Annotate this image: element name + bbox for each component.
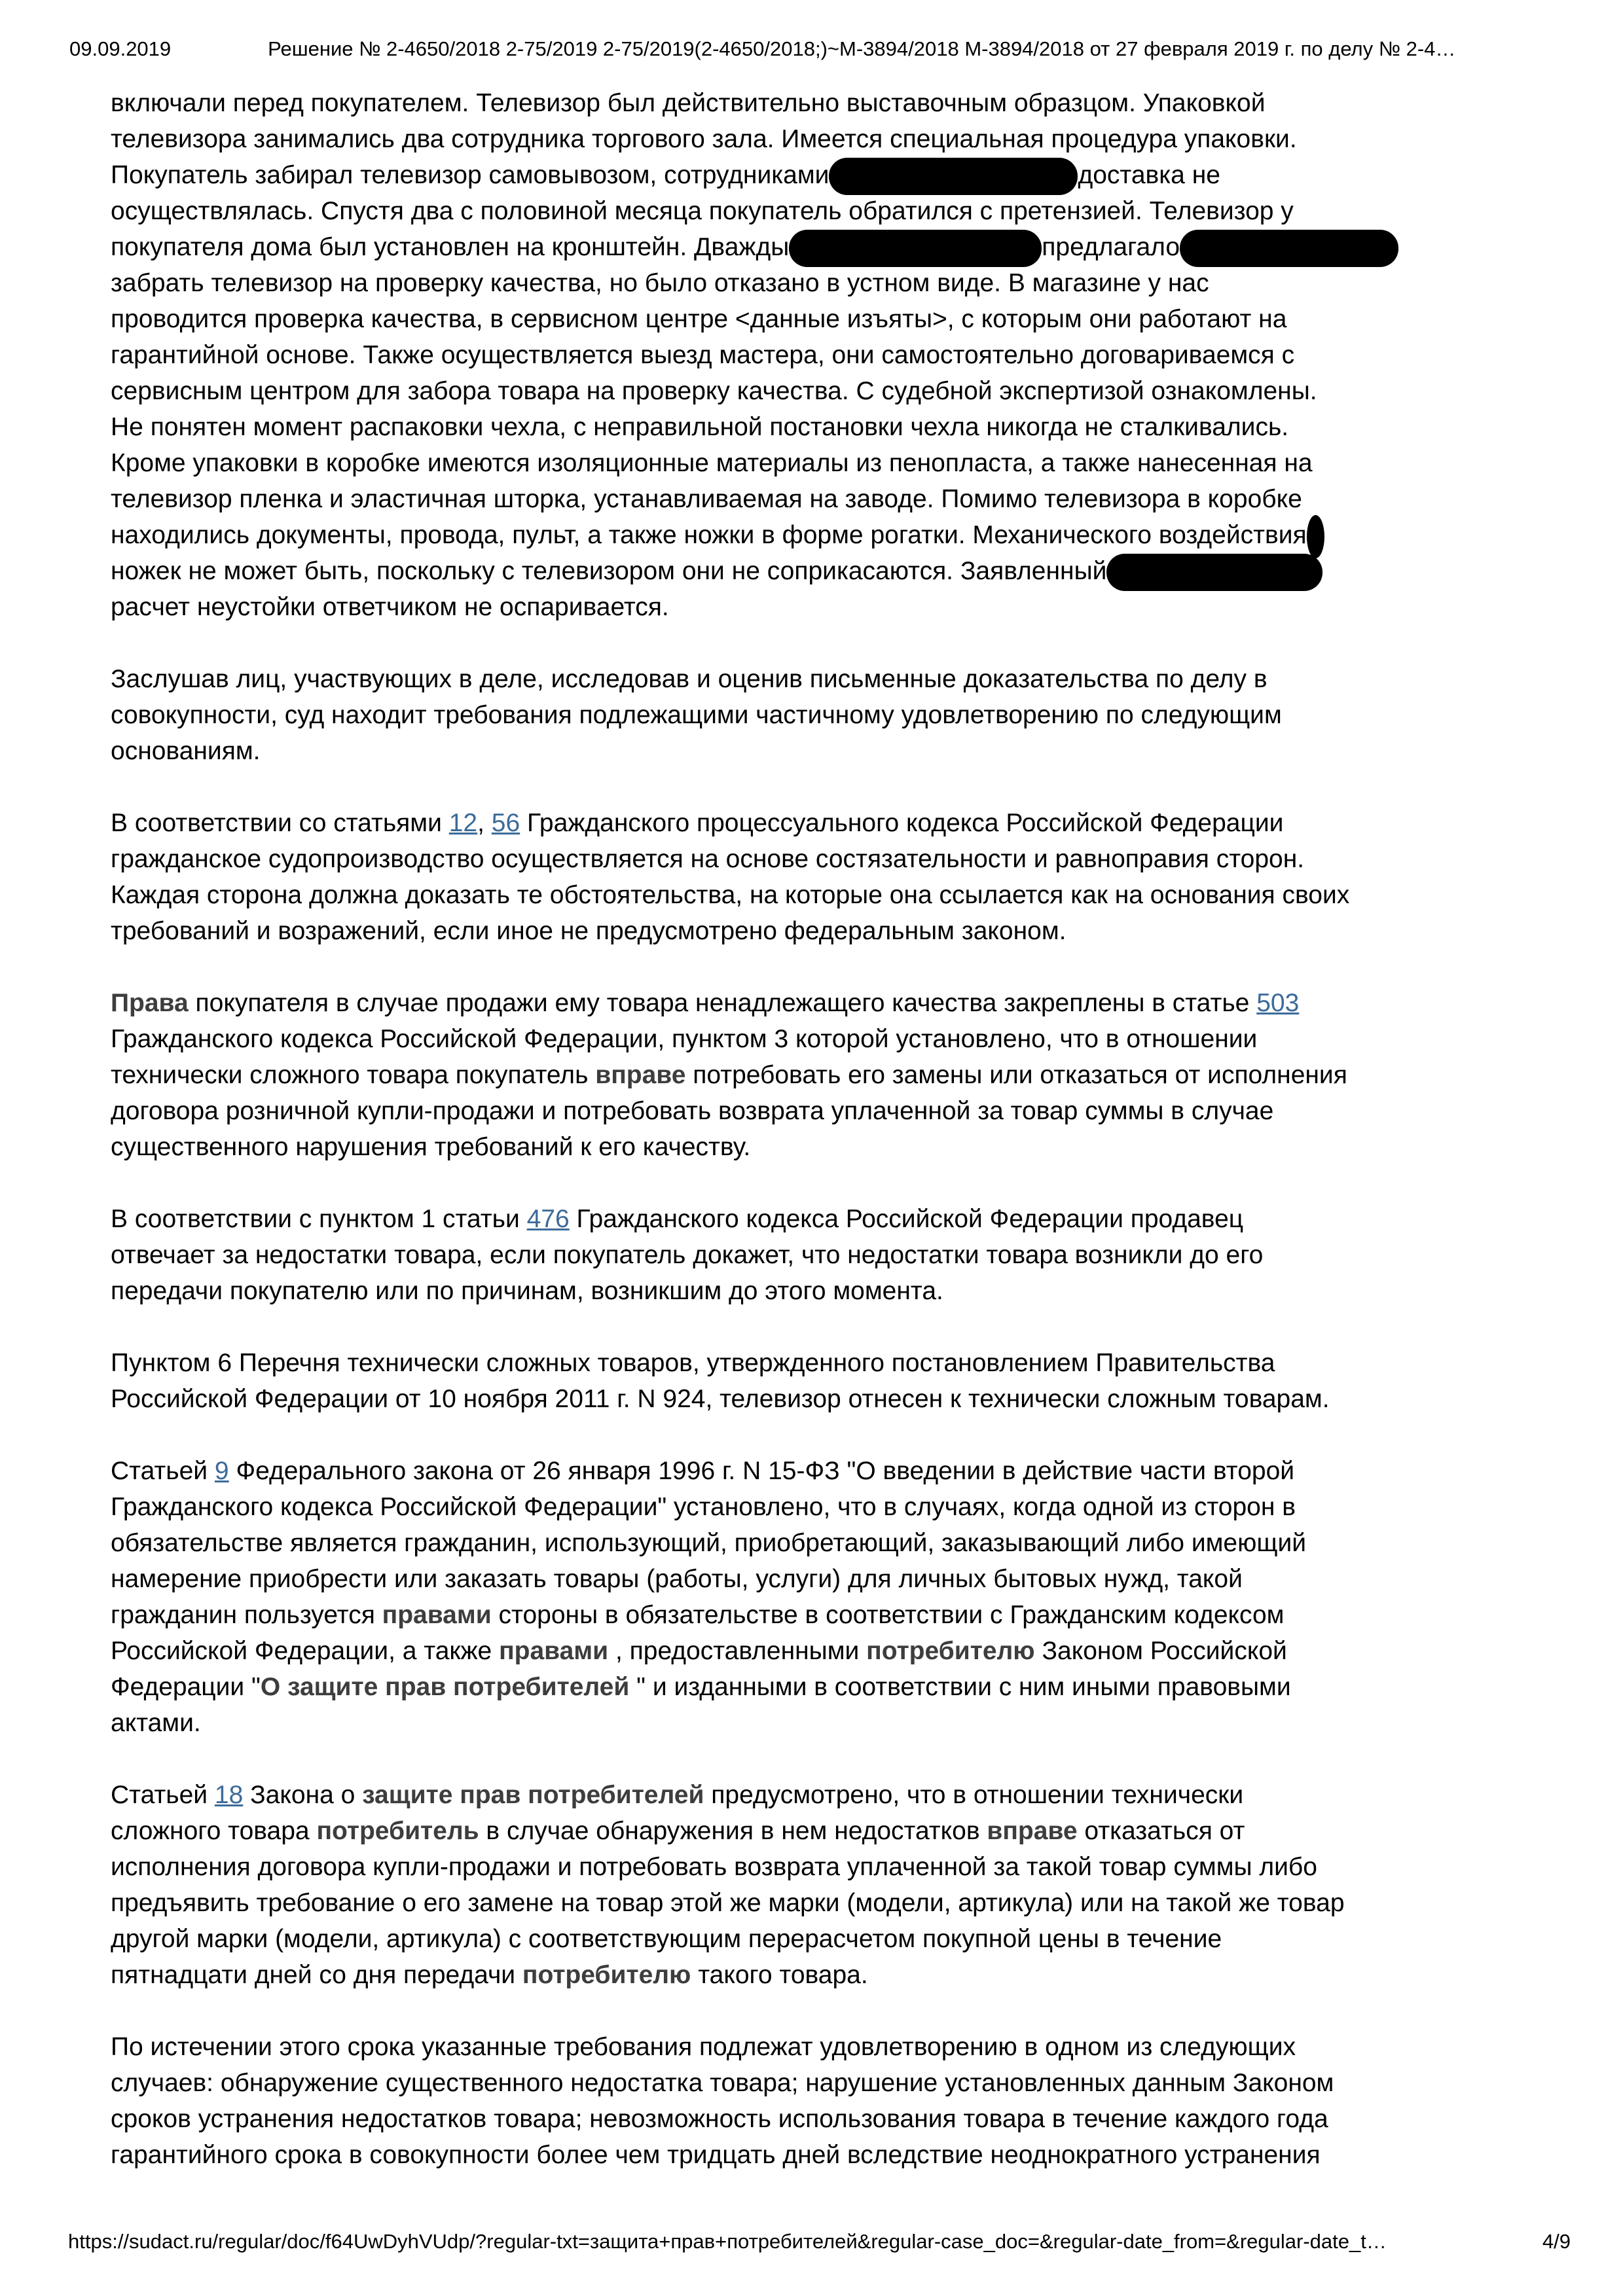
text-run: сложного товара xyxy=(111,1817,317,1845)
redaction-block xyxy=(789,230,1042,267)
text-run: Каждая сторона должна доказать те обстоятельства, на которые она ссылается как на основания своих xyxy=(111,881,1350,909)
text-line xyxy=(111,445,1461,481)
redaction-block xyxy=(1106,554,1322,591)
text-run: находились документы, провода, пульт, а также ножки в форме рогатки. Механического воздействия xyxy=(111,521,1307,549)
text-line xyxy=(111,1957,1461,1993)
text-line xyxy=(111,85,1461,121)
search-highlight: О защите прав потребителей xyxy=(260,1673,630,1701)
paragraph xyxy=(111,985,1461,1165)
text-line xyxy=(111,1849,1461,1885)
text-run: Законом Российской xyxy=(1034,1637,1287,1665)
text-run: потребовать его замены или отказаться от исполнения xyxy=(685,1061,1347,1089)
paragraph xyxy=(111,1453,1461,1741)
text-run: , xyxy=(477,809,492,837)
text-run: пятнадцати дней со дня передачи xyxy=(111,1961,522,1989)
search-highlight: потребитель xyxy=(316,1817,479,1845)
print-header xyxy=(69,37,1565,62)
text-run: договора розничной купли-продажи и потребовать возврата уплаченной за товар суммы в случае xyxy=(111,1097,1274,1125)
text-line xyxy=(111,1237,1461,1273)
text-run: проводится проверка качества, в сервисном центре <данные изъяты>, с которым они работают на xyxy=(111,305,1287,333)
text-run: гарантийного срока в совокупности более чем тридцать дней вследствие неоднократного устранения xyxy=(111,2141,1321,2169)
text-run: Гражданского процессуального кодекса Российской Федерации xyxy=(520,809,1284,837)
text-run: забрать телевизор на проверку качества, но было отказано в устном виде. В магазине у нас xyxy=(111,269,1209,297)
print-footer xyxy=(68,2229,1571,2254)
statute-link[interactable]: 18 xyxy=(214,1781,244,1809)
text-line xyxy=(111,1057,1461,1093)
text-line xyxy=(111,2137,1461,2173)
text-run: Российской Федерации, а также xyxy=(111,1637,500,1665)
search-highlight: потребителю xyxy=(522,1961,691,1989)
text-run: совокупности, суд находит требования подлежащими частичному удовлетворению по следующим xyxy=(111,701,1282,729)
text-line xyxy=(111,1561,1461,1597)
text-line xyxy=(111,2101,1461,2137)
text-run: включали перед покупателем. Телевизор был действительно выставочным образцом. Упаковкой xyxy=(111,89,1266,117)
text-run: Российской Федерации от 10 ноября 2011 г. N 924, телевизор отнесен к технически сложным товарам. xyxy=(111,1385,1330,1413)
text-run: В соответствии со статьями xyxy=(111,809,449,837)
text-run: гражданин пользуется xyxy=(111,1601,382,1629)
text-line xyxy=(111,805,1461,841)
text-run: Закона о xyxy=(243,1781,363,1809)
text-line xyxy=(111,229,1461,265)
text-run: в случае обнаружения в нем недостатков xyxy=(479,1817,987,1845)
paragraph xyxy=(111,1777,1461,1993)
text-run: " и изданными в соответствии с ним иными правовыми xyxy=(629,1673,1291,1701)
text-line xyxy=(111,733,1461,769)
text-line xyxy=(111,1273,1461,1309)
text-line xyxy=(111,1813,1461,1849)
text-run: телевизора занимались два сотрудника торгового зала. Имеется специальная процедура упаковки. xyxy=(111,125,1297,153)
text-run: , предоставленными xyxy=(608,1637,867,1665)
text-run: Не понятен момент распаковки чехла, с неправильной постановки чехла никогда не сталкивались. xyxy=(111,413,1289,441)
text-line xyxy=(111,913,1461,949)
text-run: сервисным центром для забора товара на проверку качества. С судебной экспертизой ознакомлены. xyxy=(111,377,1317,405)
text-line xyxy=(111,1201,1461,1237)
text-line xyxy=(111,517,1461,553)
text-run: Заслушав лиц, участвующих в деле, исследовав и оценив письменные доказательства по делу в xyxy=(111,665,1267,693)
text-run: Федерации " xyxy=(111,1673,261,1701)
text-line xyxy=(111,1597,1461,1633)
text-run: Гражданского кодекса Российской Федерации продавец xyxy=(569,1205,1244,1233)
text-run: существенного нарушения требований к его качеству. xyxy=(111,1133,751,1161)
redaction-block xyxy=(1180,230,1398,267)
text-run: исполнения договора купли-продажи и потребовать возврата уплаченной за такой товар суммы либо xyxy=(111,1853,1317,1881)
paragraph xyxy=(111,2029,1461,2173)
text-line xyxy=(111,1921,1461,1957)
text-run: предусмотрено, что в отношении технически xyxy=(704,1781,1244,1809)
paragraph xyxy=(111,805,1461,949)
text-run: Пунктом 6 Перечня технически сложных товаров, утвержденного постановлением Правительства xyxy=(111,1349,1275,1377)
text-run: Статьей xyxy=(111,1457,215,1485)
paragraph xyxy=(111,661,1461,769)
text-line xyxy=(111,1021,1461,1057)
text-line xyxy=(111,1345,1461,1381)
text-run: отвечает за недостатки товара, если покупатель докажет, что недостатки товара возникли до его xyxy=(111,1241,1264,1269)
text-run: гарантийной основе. Также осуществляется выезд мастера, они самостоятельно договариваемся с xyxy=(111,341,1295,369)
text-run: требований и возражений, если иное не предусмотрено федеральным законом. xyxy=(111,917,1067,945)
text-run: случаев: обнаружение существенного недостатка товара; нарушение установленных данным Законом xyxy=(111,2069,1334,2097)
text-line xyxy=(111,1633,1461,1669)
text-line xyxy=(111,193,1461,229)
page-number: 4/9 xyxy=(1542,2230,1571,2253)
text-run: актами. xyxy=(111,1709,201,1737)
text-line xyxy=(111,409,1461,445)
print-date: 09.09.2019 xyxy=(69,37,172,60)
text-line xyxy=(111,121,1461,157)
text-run: осуществлялась. Спустя два с половиной месяца покупатель обратился с претензией. Телевизор у xyxy=(111,197,1294,225)
text-line xyxy=(111,841,1461,877)
search-highlight: защите прав потребителей xyxy=(362,1781,704,1809)
text-run: передачи покупателю или по причинам, возникшим до этого момента. xyxy=(111,1277,943,1305)
text-run: другой марки (модели, артикула) с соответствующим перерасчетом покупной цены в течение xyxy=(111,1925,1222,1953)
text-run: технически сложного товара покупатель xyxy=(111,1061,596,1089)
source-url: https://sudact.ru/regular/doc/f64UwDyhVUdp/?regular-txt=защита+прав+потребителей&regular-case_doc=&regular-date_from=&regular-date_t… xyxy=(68,2230,1387,2253)
redaction-block xyxy=(829,158,1078,195)
text-line xyxy=(111,1885,1461,1921)
text-run: гражданское судопроизводство осуществляется на основе состязательности и равноправия сторон. xyxy=(111,845,1305,873)
text-line xyxy=(111,1381,1461,1417)
search-highlight: правами xyxy=(499,1637,609,1665)
text-line xyxy=(111,1489,1461,1525)
text-run: сроков устранения недостатков товара; невозможность использования товара в течение каждого года xyxy=(111,2105,1328,2133)
text-line xyxy=(111,265,1461,301)
text-line xyxy=(111,373,1461,409)
text-run: По истечении этого срока указанные требования подлежат удовлетворению в одном из следующих xyxy=(111,2033,1296,2061)
statute-link[interactable]: 9 xyxy=(214,1457,229,1485)
document-title: Решение № 2-4650/2018 2-75/2019 2-75/2019(2-4650/2018;)~М-3894/2018 М-3894/2018 от 27 февраля 2019 г. по делу № 2-4… xyxy=(268,37,1456,60)
search-highlight: потребителю xyxy=(866,1637,1035,1665)
paragraph xyxy=(111,1345,1461,1417)
text-line xyxy=(111,337,1461,373)
text-run: Федерального закона от 26 января 1996 г. N 15-ФЗ "О введении в действие части второй xyxy=(228,1457,1295,1485)
text-line xyxy=(111,1777,1461,1813)
text-run: отказаться от xyxy=(1077,1817,1245,1845)
text-line xyxy=(111,697,1461,733)
text-line xyxy=(111,1129,1461,1165)
text-line xyxy=(111,481,1461,517)
text-line xyxy=(111,1525,1461,1561)
text-line xyxy=(111,1705,1461,1741)
text-run: покупателя дома был установлен на кронштейн. Дважды xyxy=(111,233,790,261)
text-run: расчет неустойки ответчиком не оспаривается. xyxy=(111,593,669,621)
text-line xyxy=(111,2029,1461,2065)
text-line xyxy=(111,877,1461,913)
text-run: намерение приобрести или заказать товары (работы, услуги) для личных бытовых нужд, такой xyxy=(111,1565,1243,1593)
statute-link[interactable]: 476 xyxy=(526,1205,570,1233)
text-line xyxy=(111,985,1461,1021)
text-run: Гражданского кодекса Российской Федерации" установлено, что в случаях, когда одной из сторон в xyxy=(111,1493,1296,1521)
statute-link[interactable]: 56 xyxy=(491,809,520,837)
search-highlight: правами xyxy=(382,1601,492,1629)
redaction-mark xyxy=(1307,515,1324,558)
text-run: стороны в обязательстве в соответствии с Гражданским кодексом xyxy=(491,1601,1285,1629)
text-run: обязательстве является гражданин, использующий, приобретающий, заказывающий либо имеющий xyxy=(111,1529,1307,1557)
search-highlight: вправе xyxy=(595,1061,686,1089)
statute-link[interactable]: 503 xyxy=(1256,989,1300,1017)
text-run: ножек не может быть, поскольку с телевизором они не соприкасаются. Заявленный xyxy=(111,557,1107,585)
text-run: предлагало xyxy=(1042,233,1180,261)
text-run: предъявить требование о его замене на товар этой же марки (модели, артикула) или на такой же товар xyxy=(111,1889,1345,1917)
text-run: телевизор пленка и эластичная шторка, устанавливаемая на заводе. Помимо телевизора в коробке xyxy=(111,485,1302,513)
text-line xyxy=(111,1669,1461,1705)
text-line xyxy=(111,2065,1461,2101)
text-line xyxy=(111,553,1461,589)
text-line xyxy=(111,1453,1461,1489)
search-highlight: вправе xyxy=(987,1817,1078,1845)
document-body xyxy=(111,85,1461,2209)
text-line xyxy=(111,589,1461,625)
text-line xyxy=(111,1093,1461,1129)
text-run: Статьей xyxy=(111,1781,215,1809)
text-line xyxy=(111,301,1461,337)
text-run: Гражданского кодекса Российской Федерации, пунктом 3 которой установлено, что в отношении xyxy=(111,1025,1258,1053)
text-run: такого товара. xyxy=(691,1961,868,1989)
text-line xyxy=(111,661,1461,697)
text-line xyxy=(111,157,1461,193)
text-run: Кроме упаковки в коробке имеются изоляционные материалы из пенопласта, а также нанесенная на xyxy=(111,449,1313,477)
paragraph xyxy=(111,85,1461,625)
statute-link[interactable]: 12 xyxy=(448,809,478,837)
text-run: В соответствии с пунктом 1 статьи xyxy=(111,1205,527,1233)
paragraph xyxy=(111,1201,1461,1309)
text-run: доставка не xyxy=(1078,161,1220,189)
text-run: Покупатель забирал телевизор самовывозом, сотрудниками xyxy=(111,161,830,189)
text-run: покупателя в случае продажи ему товара ненадлежащего качества закреплены в статье xyxy=(188,989,1257,1017)
text-run: основаниям. xyxy=(111,737,261,765)
search-highlight: Права xyxy=(111,989,189,1017)
